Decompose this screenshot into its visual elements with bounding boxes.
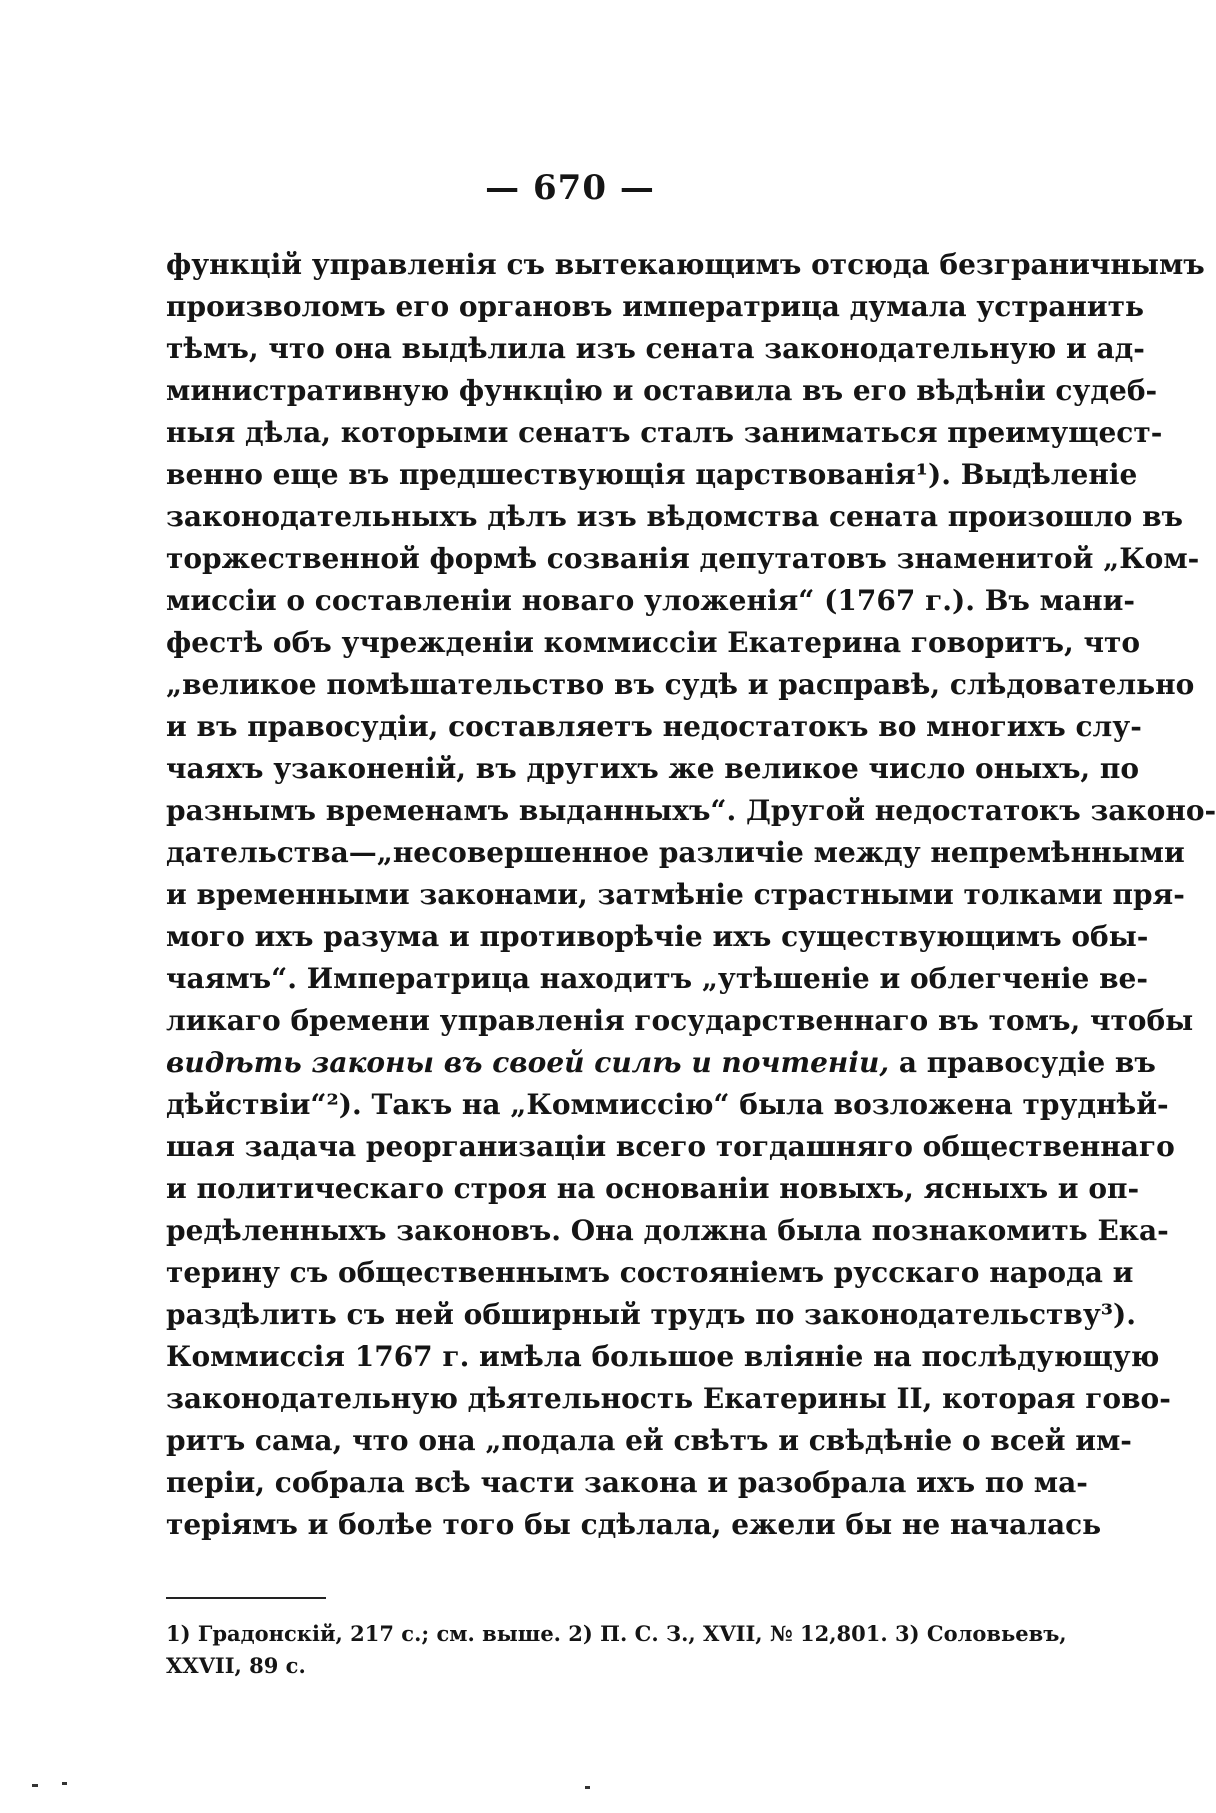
- text-line: ритъ сама, что она „подала ей свѣтъ и свѣдѣніе о всей им-: [166, 1424, 1132, 1457]
- scan-speck: [62, 1782, 67, 1785]
- text-line: шая задача реорганизаціи всего тогдашняго общественнаго: [166, 1130, 1175, 1163]
- text-line: періи, собрала всѣ части закона и разобрала ихъ по ма-: [166, 1466, 1088, 1499]
- footnotes: [166, 1618, 1067, 1682]
- italic-quote: видѣть законы въ своей силѣ и почтеніи,: [166, 1046, 890, 1079]
- text-line: чаяхъ узаконеній, въ другихъ же великое число оныхъ, по: [166, 752, 1140, 785]
- text-line: редѣленныхъ законовъ. Она должна была познакомить Ека-: [166, 1214, 1169, 1247]
- text-line: разнымъ временамъ выданныхъ“. Другой недостатокъ законо-: [166, 794, 1216, 827]
- text-line: законодательныхъ дѣлъ изъ вѣдомства сената произошло въ: [166, 500, 1183, 533]
- scan-speck: [585, 1786, 590, 1789]
- text-line: дѣйствіи“²). Такъ на „Коммиссію“ была возложена труднѣй-: [166, 1088, 1169, 1121]
- text-line: ликаго бремени управленія государственнаго въ томъ, чтобы: [166, 1004, 1194, 1037]
- text-line: тѣмъ, что она выдѣлила изъ сената законодательную и ад-: [166, 332, 1145, 365]
- text-line: и временными законами, затмѣніе страстными толками пря-: [166, 878, 1185, 911]
- page-number: — 670 —: [485, 168, 655, 208]
- text-line: ныя дѣла, которыми сенатъ сталъ заниматься преимущест-: [166, 416, 1163, 449]
- text-line: дательства—„несовершенное различіе между непремѣнными: [166, 836, 1185, 869]
- text-line: произволомъ его органовъ императрица думала устранить: [166, 290, 1145, 323]
- text-line: терину съ общественнымъ состояніемъ русскаго народа и: [166, 1256, 1134, 1289]
- text-line: теріямъ и болѣе того бы сдѣлала, ежели бы не началась: [166, 1508, 1102, 1541]
- text-line: мого ихъ разума и противорѣчіе ихъ существующимъ обы-: [166, 920, 1149, 953]
- footnote-line: 1) Градонскій, 217 с.; см. выше. 2) П. С. З., XVII, № 12,801. 3) Соловьевъ,: [166, 1621, 1067, 1646]
- text-line: миссіи о составленіи новаго уложенія“ (1767 г.). Въ мани-: [166, 584, 1135, 617]
- body-text: [166, 244, 1216, 1546]
- text-line: венно еще въ предшествующія царствованія¹). Выдѣленіе: [166, 458, 1138, 491]
- text-line: торжественной формѣ созванія депутатовъ знаменитой „Ком-: [166, 542, 1200, 575]
- text-line: законодательную дѣятельность Екатерины II, которая гово-: [166, 1382, 1171, 1415]
- footnote-divider: [166, 1597, 326, 1599]
- text-line: Коммиссія 1767 г. имѣла большое вліяніе на послѣдующую: [166, 1340, 1160, 1373]
- text-line: чаямъ“. Императрица находитъ „утѣшеніе и облегченіе ве-: [166, 962, 1148, 995]
- scan-speck: [32, 1784, 38, 1787]
- footnote-line: XXVII, 89 с.: [166, 1653, 306, 1678]
- text-segment: а правосудіе въ: [889, 1046, 1156, 1079]
- scan-specks: [0, 1776, 1140, 1796]
- text-line: и въ правосудіи, составляетъ недостатокъ во многихъ слу-: [166, 710, 1142, 743]
- text-line: функцій управленія съ вытекающимъ отсюда безграничнымъ: [166, 248, 1205, 281]
- text-line-mixed: [166, 1042, 1156, 1084]
- text-line: и политическаго строя на основаніи новыхъ, ясныхъ и оп-: [166, 1172, 1140, 1205]
- text-line: министративную функцію и оставила въ его вѣдѣніи судеб-: [166, 374, 1158, 407]
- text-line: фестѣ объ учрежденіи коммиссіи Екатерина говоритъ, что: [166, 626, 1140, 659]
- text-line: раздѣлить съ ней обширный трудъ по законодательству³).: [166, 1298, 1137, 1331]
- text-line: „великое помѣшательство въ судѣ и расправѣ, слѣдовательно: [166, 668, 1195, 701]
